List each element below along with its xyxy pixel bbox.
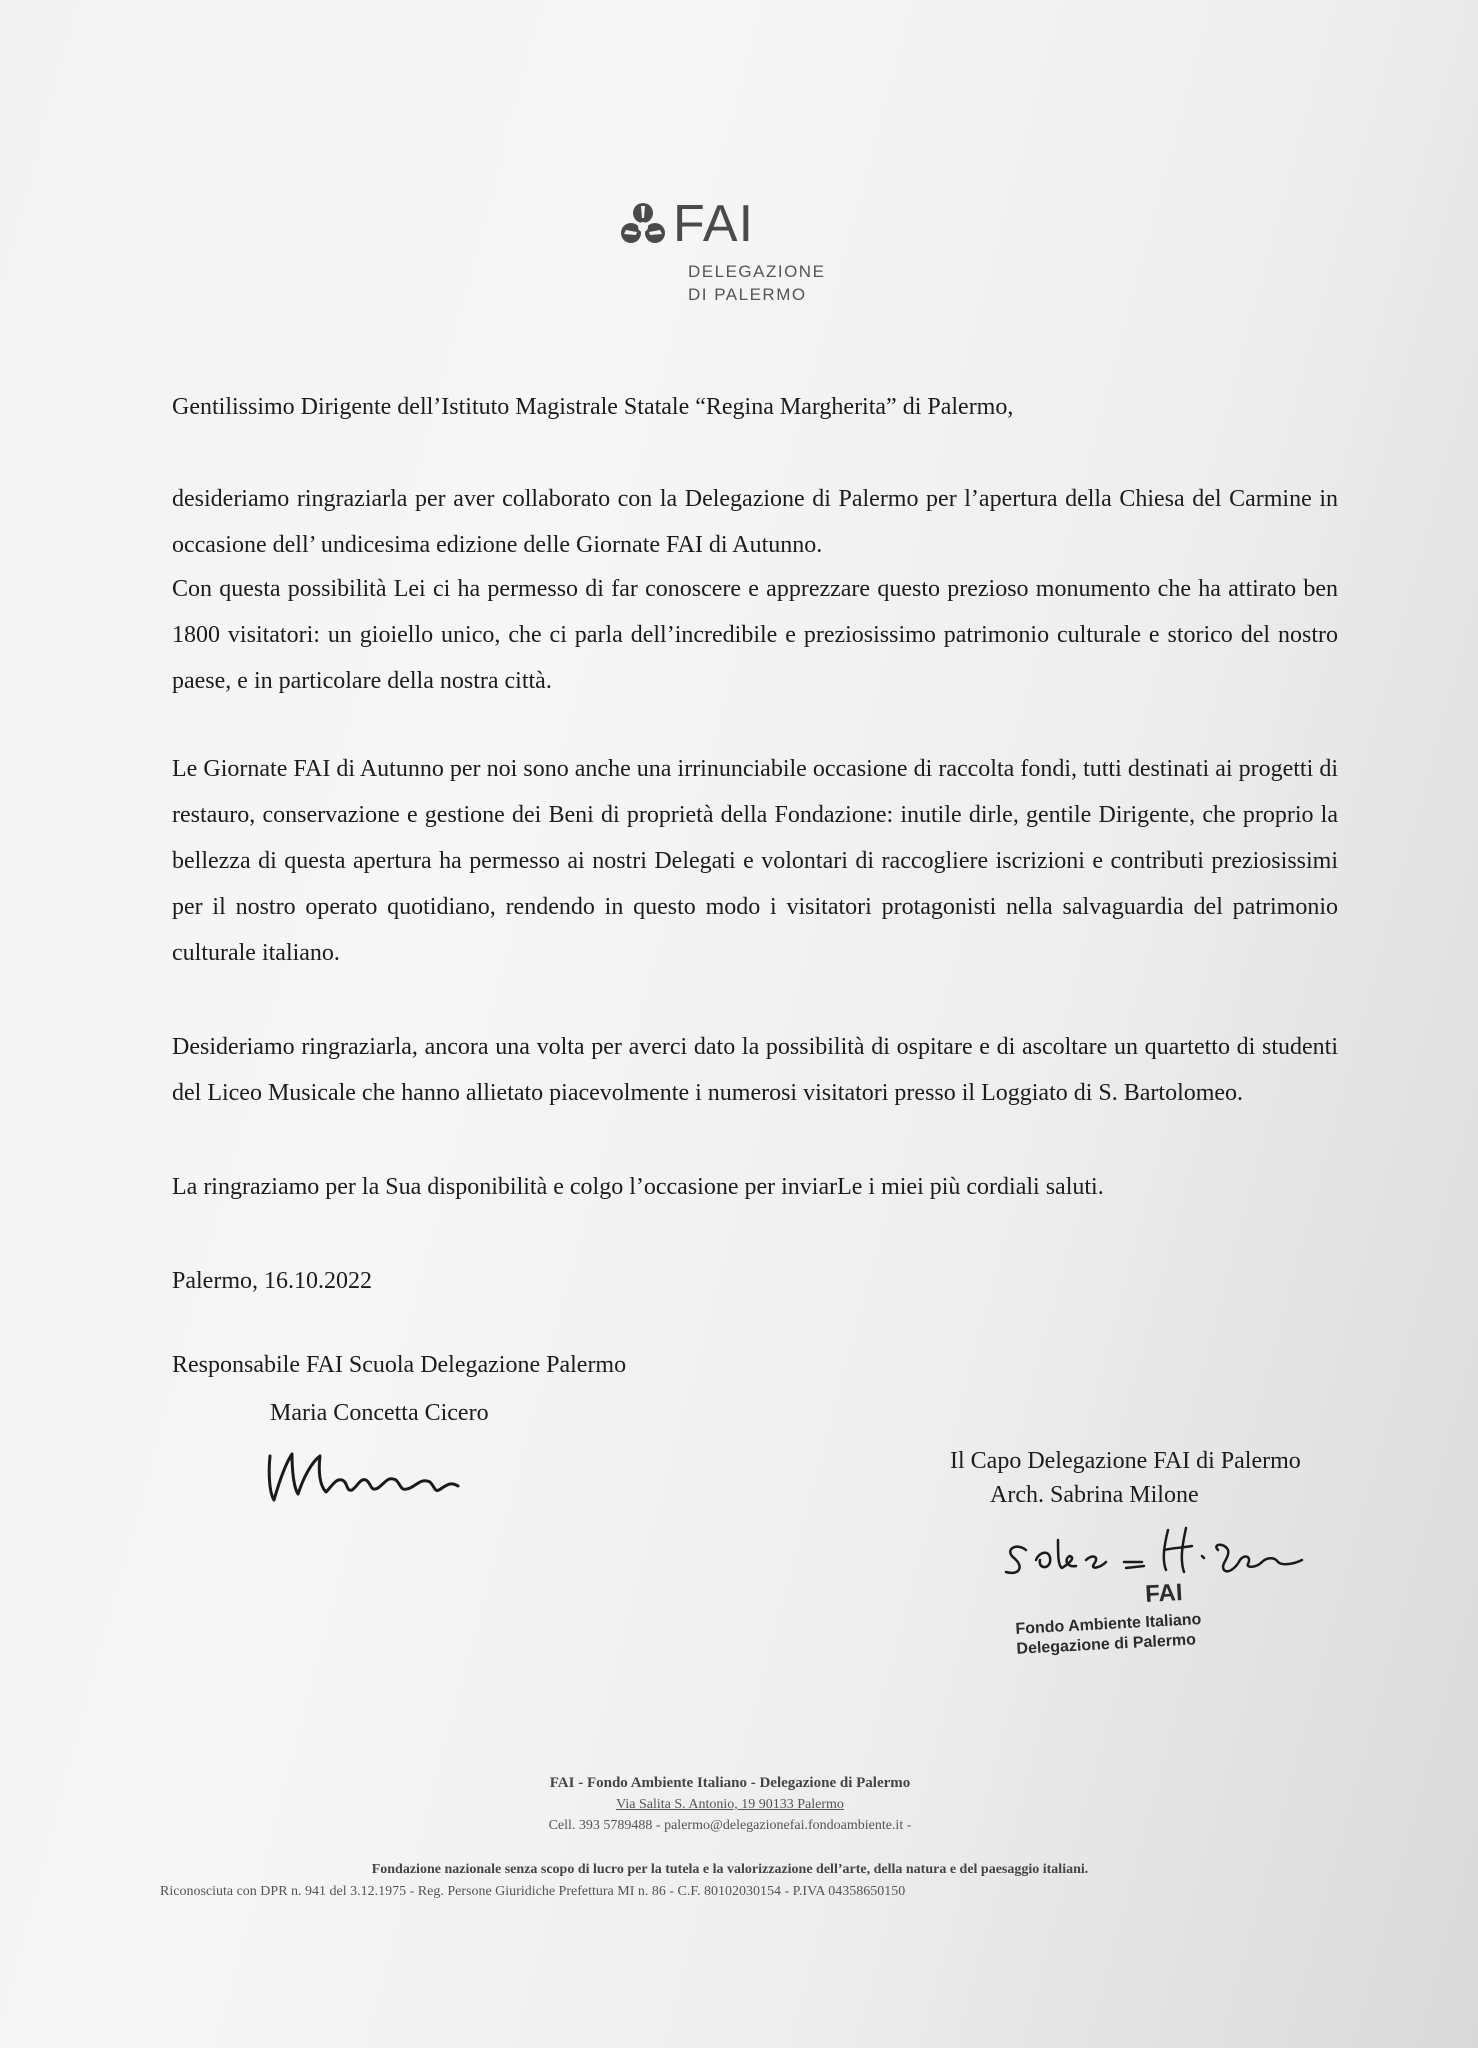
stamp-line-2: Delegazione di Palermo: [1016, 1631, 1197, 1658]
letter-paragraph-4: Desideriamo ringraziarla, ancora una volta per averci dato la possibilità di ospitare e di ascoltare un quartetto di studenti del Liceo Musicale che hanno allietato piacevolmente i numerosi visitatori presso il Loggiato di S. Bartolomeo.: [172, 1034, 1338, 1106]
logo-title: FAI: [673, 195, 755, 253]
footer-organization: FAI - Fondo Ambiente Italiano - Delegazione di Palermo: [549, 1775, 911, 1791]
footer-registration: Riconosciuta con DPR n. 941 del 3.12.1975 - Reg. Persone Giuridiche Prefettura MI n. 86 - C.F. 80102030154 - P.IVA 04358650150: [160, 1884, 906, 1899]
responsible-role: Responsabile FAI Scuola Delegazione Palermo: [172, 1352, 627, 1378]
stamp-title: FAI: [1144, 1579, 1184, 1608]
letter-date: Palermo, 16.10.2022: [172, 1268, 372, 1294]
chief-signature: [996, 1520, 1346, 1580]
chief-name: Arch. Sabrina Milone: [990, 1482, 1199, 1508]
chief-role: Il Capo Delegazione FAI di Palermo: [950, 1448, 1301, 1474]
footer-mission: Fondazione nazionale senza scopo di lucro per la tutela e la valorizzazione dell’arte, della natura e del paesaggio italiani.: [371, 1862, 1089, 1877]
logo-subtitle: [688, 260, 825, 306]
letter-paragraph-3: Le Giornate FAI di Autunno per noi sono anche una irrinunciabile occasione di raccolta fondi, tutti destinati ai progetti di restauro, conservazione e gestione dei Beni di proprietà della Fondazione: inutile dirle, gentile Dirigente, che proprio la bellezza di questa apertura ha permesso ai nostri Delegati e volontari di raccogliere iscrizioni e contributi preziosissimi per il nostro operato quotidiano, rendendo in questo modo i visitatori protagonisti nella salvaguardia del patrimonio culturale italiano.: [172, 756, 1338, 966]
letter-greeting: Gentilissimo Dirigente dell’Istituto Magistrale Statale “Regina Margherita” di Palermo,: [172, 394, 1014, 420]
fai-stamp: [1013, 1572, 1316, 1660]
stamp-line-1: Fondo Ambiente Italiano: [1015, 1611, 1202, 1638]
responsible-signature: [262, 1436, 482, 1508]
footer-address: Via Salita S. Antonio, 19 90133 Palermo: [616, 1797, 844, 1812]
fai-flower-logo-icon: [618, 200, 668, 250]
letter-paragraph-1: desideriamo ringraziarla per aver collaborato con la Delegazione di Palermo per l’apertura della Chiesa del Carmine in occasione dell’ undicesima edizione delle Giornate FAI di Autunno.: [172, 486, 1338, 558]
letter-paragraph-5: La ringraziamo per la Sua disponibilità e colgo l’occasione per inviarLe i miei più cordiali saluti.: [172, 1174, 1104, 1200]
logo-subtitle-line-2: DI PALERMO: [688, 285, 807, 304]
responsible-name: Maria Concetta Cicero: [270, 1400, 489, 1426]
footer-contacts: Cell. 393 5789488 - palermo@delegazionefai.fondoambiente.it -: [548, 1818, 912, 1833]
letter-paragraph-2: Con questa possibilità Lei ci ha permesso di far conoscere e apprezzare questo prezioso monumento che ha attirato ben 1800 visitatori: un gioiello unico, che ci parla dell’incredibile e preziosissimo patrimonio culturale e storico del nostro paese, e in particolare della nostra città.: [172, 576, 1338, 694]
logo-subtitle-line-1: DELEGAZIONE: [688, 262, 826, 281]
